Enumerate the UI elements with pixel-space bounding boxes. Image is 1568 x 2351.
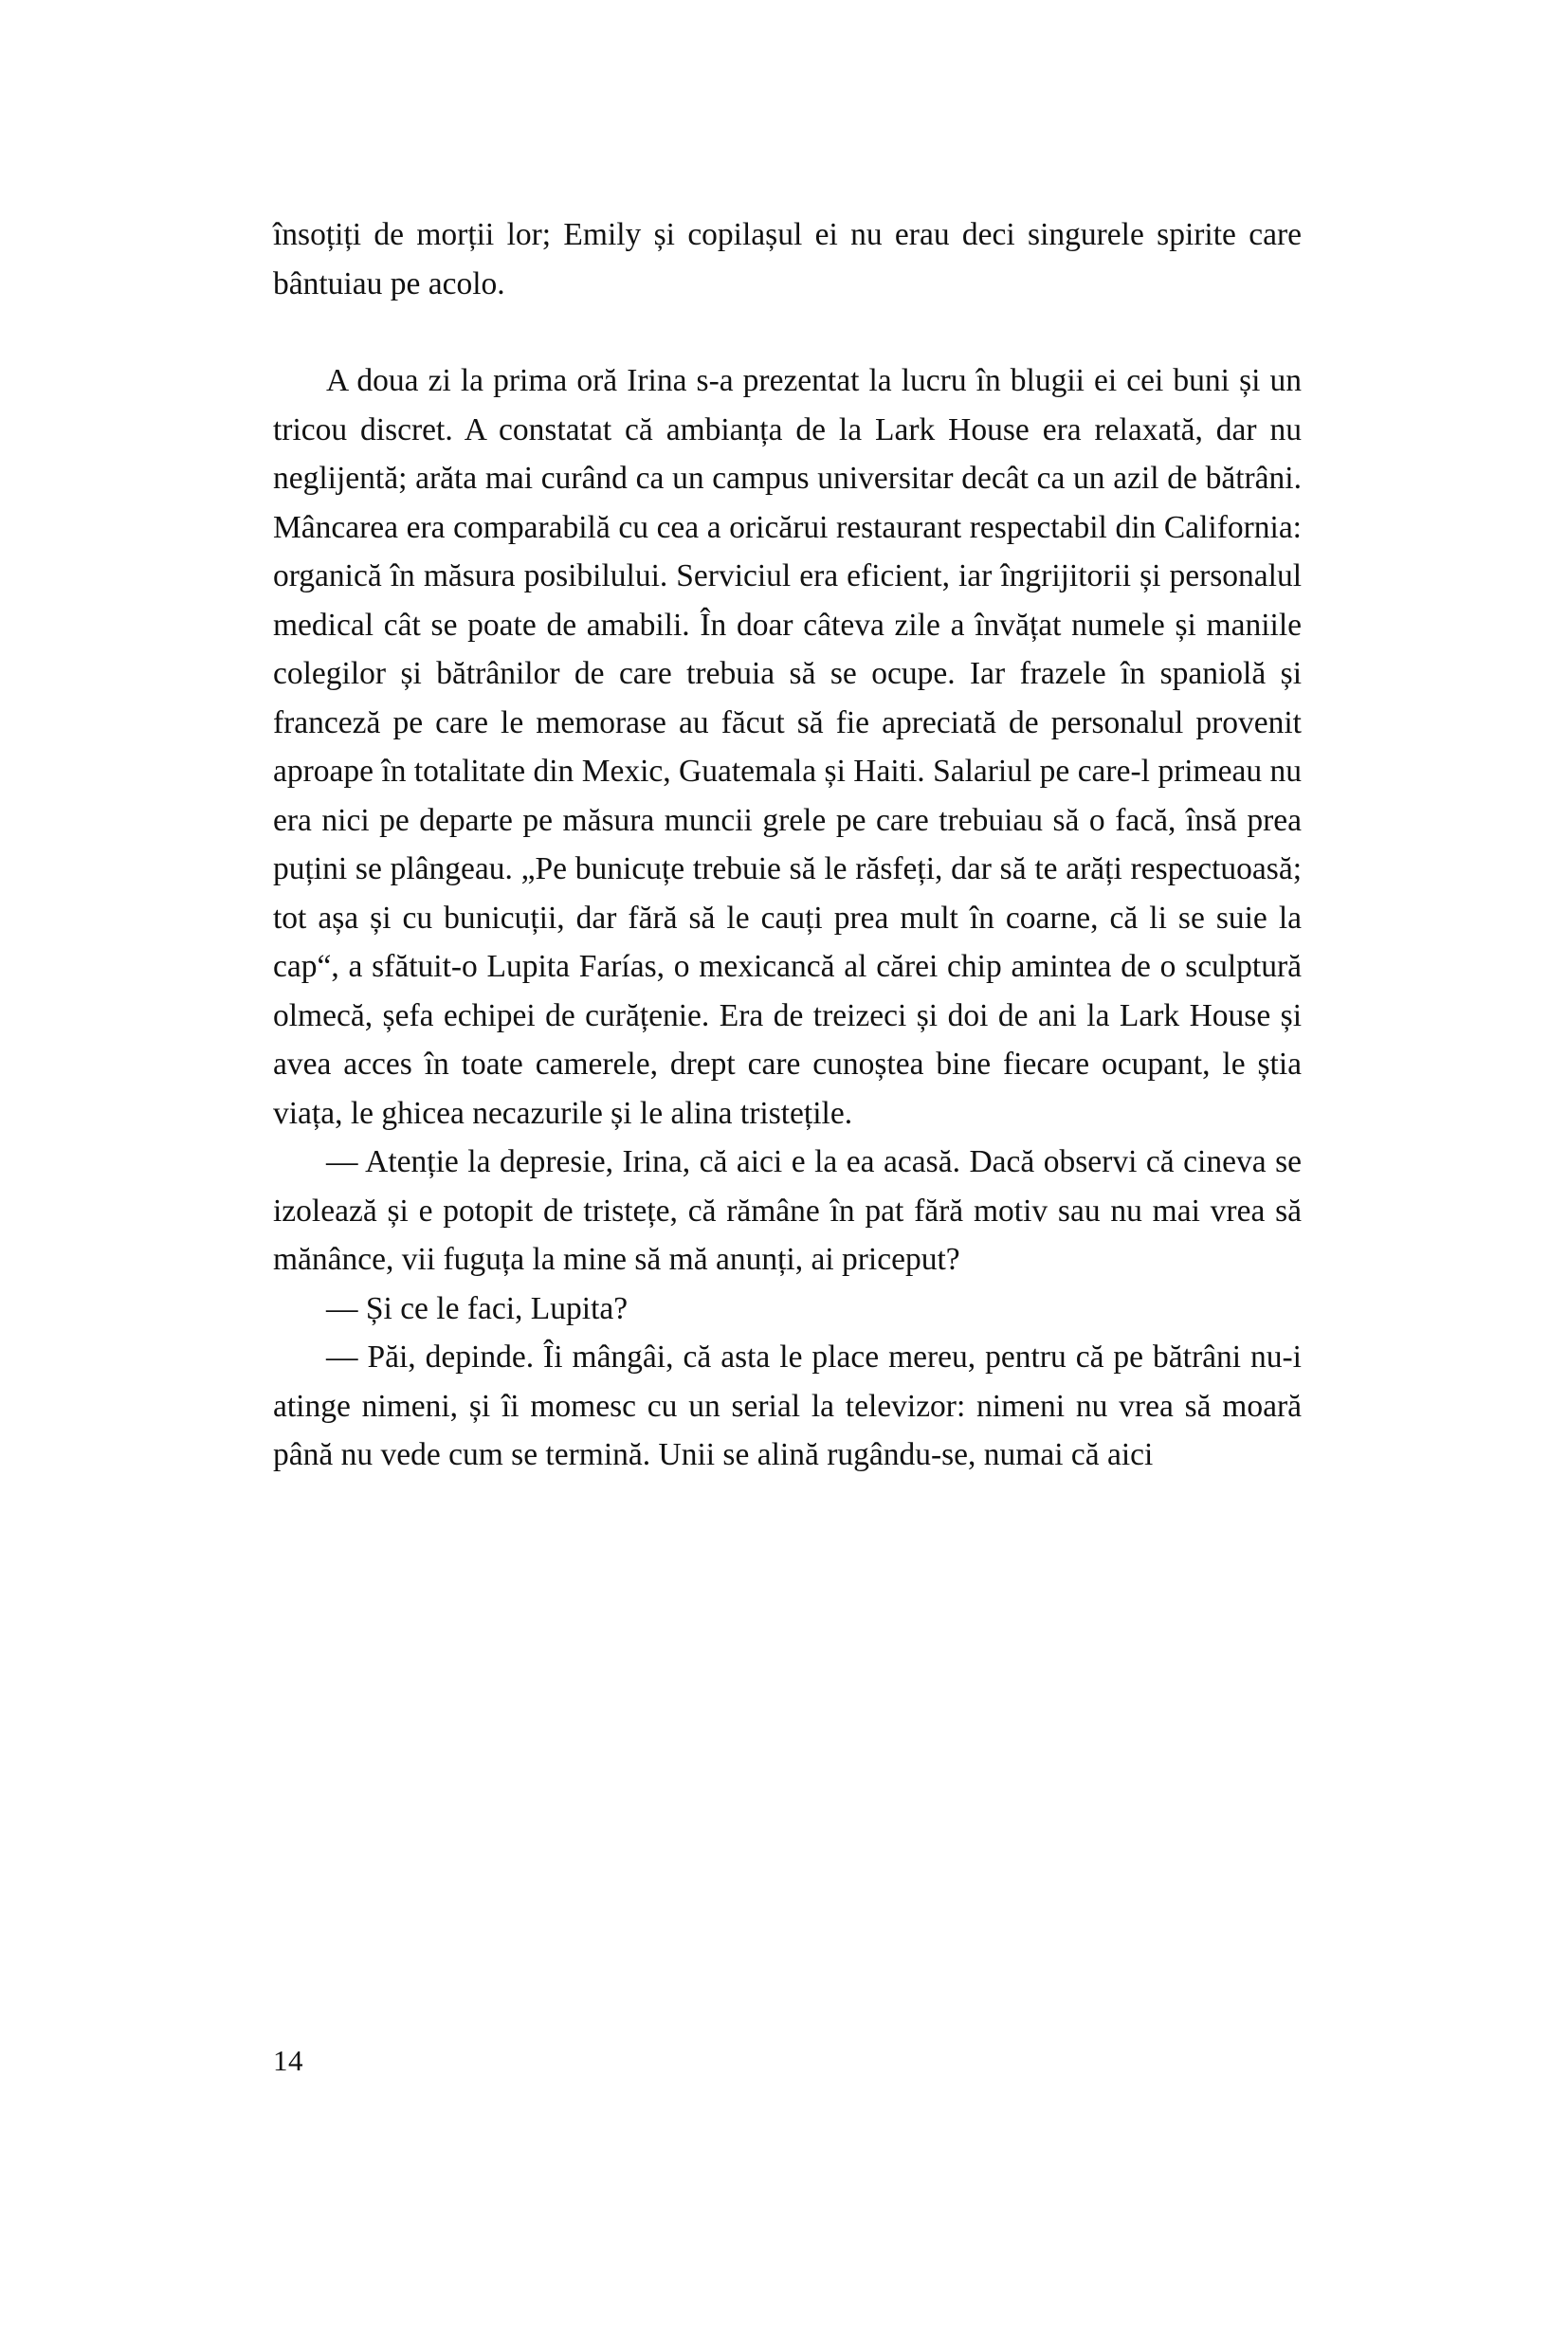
paragraph-main: A doua zi la prima oră Irina s-a prezentat la lucru în blugii ei cei buni și un tricou discret. A constatat că ambianța de la Lark House era relaxată, dar nu neglijentă; arăta mai curând ca un campus universitar decât ca un azil de bătrâni. Mâncarea era comparabilă cu cea a oricărui restaurant respectabil din California: organică în măsura posibilului. Serviciul era eficient, iar îngrijitorii și personalul medical cât se poate de amabili. În doar câteva zile a învățat numele și maniile colegilor și bătrânilor de care trebuia să se ocupe. Iar frazele în spaniolă și franceză pe care le memorase au făcut să fie apreciată de personalul provenit aproape în totalitate din Mexic, Guatemala și Haiti. Salariul pe care-l primeau nu era nici pe departe pe măsura muncii grele pe care trebuiau să o facă, însă prea puțini se plângeau. „Pe bunicuțe trebuie să le răsfeți, dar să te arăți respectuoasă; tot așa și cu bunicuții, dar fără să le cauți prea mult în coarne, că li se suie la cap“, a sfătuit-o Lupita Farías, o mexicancă al cărei chip amintea de o sculptură olmecă, șefa echipei de curățenie. Era de treizeci și doi de ani la Lark House și avea acces în toate camerele, drept care cunoștea bine fiecare ocupant, le știa viața, le ghicea necazurile și le alina tristețile. — [273, 363, 1302, 1131]
paragraph-continuation: însoțiți de morții lor; Emily și copilașul ei nu erau deci singurele spirite care bântuiau pe acolo. — [273, 217, 1302, 301]
page-text-block — [273, 210, 1302, 1480]
page-number: 14 — [273, 2044, 303, 2077]
paragraph-dialog-2: — Și ce le faci, Lupita? — [326, 1290, 629, 1326]
paragraph-dialog-1: — Atenție la depresie, Irina, că aici e la ea acasă. Dacă observi că cineva se izolează și e potopit de tristețe, că rămâne în pat fără motiv sau nu mai vrea să mănânce, vii fuguța la mine să mă anunți, ai priceput? — [273, 1144, 1302, 1277]
paragraph-dialog-3: — Păi, depinde. Îi mângâi, că asta le place mereu, pentru că pe bătrâni nu-i atinge nimeni, și îi momesc cu un serial la televizor: nimeni nu vrea să moară până nu vede cum se termină. Unii se alină rugându-se, numai că aici — [273, 1340, 1302, 1472]
